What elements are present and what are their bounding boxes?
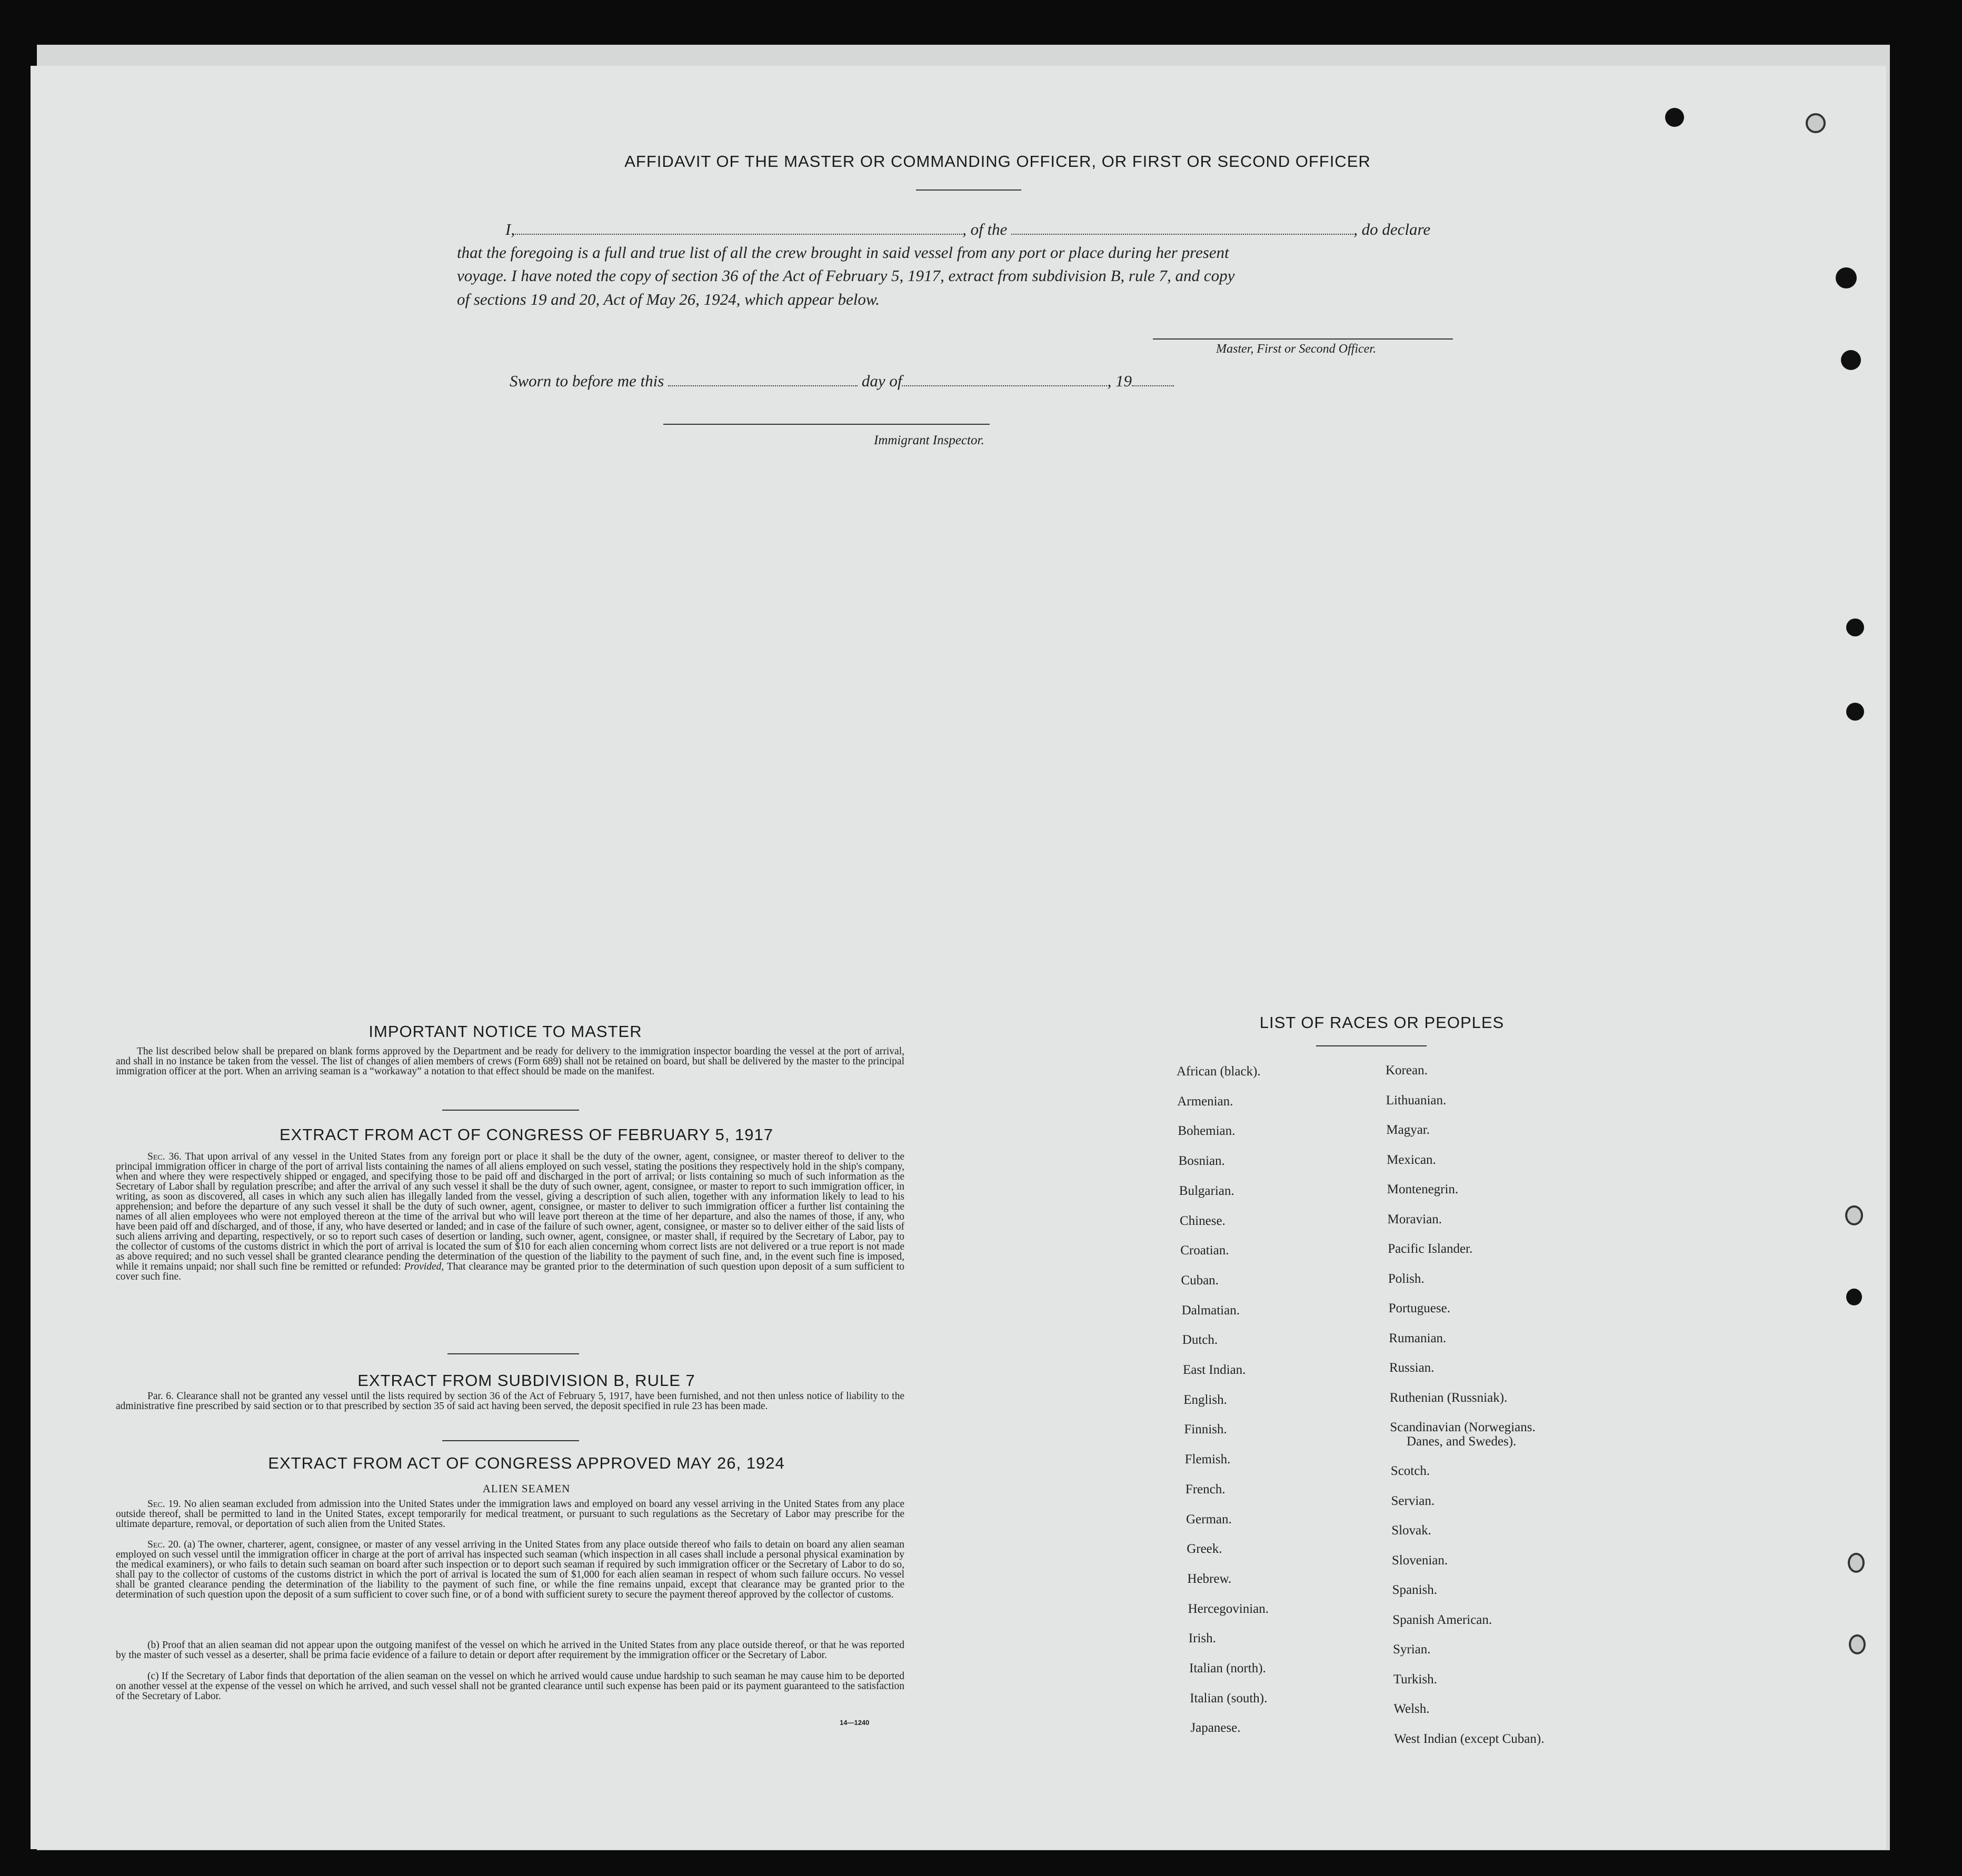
affidavit-i: I, — [505, 220, 515, 238]
notice-text: The list described below shall be prepared on blank forms approved by the Department and be ready for delivery to the immigration inspector boarding the vessel at the port of arrival, and shall in no instance be taken from the vessel. The list of changes of alien members of crews (Form 689) shall not be retained on board, but shall be delivered by the master to the principal immigration officer at the port. When an arriving seaman is a “workaway” a notation to that effect should be made on the manifest. — [116, 1046, 904, 1077]
race-item: East Indian. — [1183, 1363, 1246, 1377]
race-item: Rumanian. — [1389, 1331, 1447, 1345]
binder-hole — [1836, 267, 1857, 288]
race-item: Polish. — [1388, 1271, 1425, 1286]
binder-hole — [1841, 350, 1861, 370]
section-body: (a) The owner, charterer, agent, consignee, or master of any vessel arriving in the United States from any place outside thereof who fails to detain on board any alien seaman employed on such vessel until the immigration officer in charge at the port of arrival has inspected such seaman (which inspection in all cases shall include a personal physical examination by the medical examiners), or who fails to detain such seaman on board after such inspection or to deport such seaman if required by such immigration officer or the Secretary of Labor to do so, shall pay to the collector of customs of the customs district in which the port of arrival is located the sum of $1,000 for each alien seaman in respect of whom such failure occurs. No vessel shall be granted clearance pending the determination of the liability to the payment of such fine, or while the fine remains unpaid, except that clearance may be granted prior to the determination of such question upon the deposit of a sum sufficient to cover such fine, or of a bond with sufficient surety to secure the payment thereof approved by the collector of customs. — [116, 1539, 905, 1600]
race-item: Croatian. — [1180, 1243, 1229, 1258]
divider — [447, 1353, 579, 1354]
race-item: Ruthenian (Russniak). — [1389, 1390, 1508, 1405]
inspector-signature-line[interactable] — [663, 424, 990, 425]
master-signature-line[interactable] — [1153, 338, 1453, 340]
race-item: Mexican. — [1387, 1152, 1436, 1167]
divider — [916, 189, 1021, 191]
section-body: That upon arrival of any vessel in the United States from any foreign port or place it shall be the duty of the owner, agent, consignee, or master thereof to deliver to the principal immigration officer in charge of the port of arrival lists containing the names of all aliens employed on such vessel, stating the positions they respectively hold in the ship's company, when and where they were respectively shipped or engaged, and specifying those to be paid off and discharged in the port of arrival; or lists containing so much of such information as the Secretary of Labor shall by regulation prescribe; and after the arrival of any such vessel it shall be the duty of such owner, agent, consignee, or master to report to such immigration officer, in writing, as soon as discovered, all cases in which any such alien has illegally landed from the vessel, giving a description of such alien, together with any information likely to lead to his apprehension; and before the departure of any such vessel it shall be the duty of such owner, agent, consignee, or master to deliver to such immigration officer a further list containing the names of all alien employees who were not employed thereon at the time of the arrival but who will leave port thereon at the time of her departure, and also the names of those, if any, who have been paid off and discharged, and of those, if any, who have deserted or landed; and in case of the failure of such owner, agent, consignee, or master so to deliver either of the said lists of such aliens arriving and departing, respectively, or so to report such cases of desertion or landing, such owner, agent, consignee, or master shall, if required by the Secretary of Labor, pay to the collector of customs of the customs district in which the port of arrival is located the sum of $10 for each alien concerning whom correct lists are not delivered or a true report is not made as above required; and no such vessel shall be granted clearance pending the determination of the question of the liability to the payment of such fine, and, in the event such fine is imposed, while it remains unpaid; nor shall such fine be remitted or refunded: — [116, 1151, 904, 1272]
race-item: Bohemian. — [1178, 1124, 1236, 1139]
binder-hole — [1665, 108, 1684, 127]
divider — [442, 1440, 579, 1441]
binder-hole — [1846, 703, 1864, 721]
sworn-line — [510, 368, 1299, 394]
race-item: Dalmatian. — [1181, 1303, 1240, 1318]
race-item: Cuban. — [1181, 1273, 1219, 1288]
race-item: Scandinavian (Norwegians. — [1390, 1420, 1536, 1434]
act-1917-text — [116, 1152, 904, 1282]
section-label: Sec. 36. — [147, 1151, 182, 1162]
act-1924-title: EXTRACT FROM ACT OF CONGRESS APPROVED MAY 26, 1924 — [268, 1454, 785, 1472]
binder-hole — [1806, 113, 1826, 133]
day-of-text: day of — [861, 372, 902, 390]
form-number: 14—1240 — [840, 1719, 870, 1727]
race-item: Slovak. — [1391, 1523, 1431, 1538]
month-blank[interactable] — [902, 385, 1107, 386]
affidavit-line-2: that the foregoing is a full and true list of all the crew brought in said vessel from any port or place during her present — [457, 243, 1229, 262]
race-item: Spanish. — [1392, 1583, 1438, 1597]
affidavit-line-3: voyage. I have noted the copy of section 36 of the Act of February 5, 1917, extract from subdivision B, rule 7, and copy — [457, 266, 1235, 285]
race-item: Scotch. — [1390, 1464, 1430, 1478]
race-item: Irish. — [1188, 1631, 1216, 1646]
race-item: Flemish. — [1184, 1452, 1231, 1467]
act-1924-sec-20c: (c) If the Secretary of Labor finds that deportation of the alien seaman on the vessel on which he arrived would cause undue hardship to such seaman he may cause him to be deported on another vessel at the expense of the vessel on which he arrived, and such vessel shall not be granted clearance until such expense has been paid or its payment guaranteed to the satisfaction of the Secretary of Labor. — [116, 1671, 904, 1702]
race-item: Italian (north). — [1189, 1661, 1266, 1675]
divider — [442, 1110, 579, 1111]
race-item: English. — [1183, 1392, 1227, 1407]
race-item: West Indian (except Cuban). — [1394, 1731, 1545, 1746]
race-item: Moravian. — [1387, 1212, 1442, 1226]
binder-hole — [1848, 1553, 1865, 1573]
affidavit-do-declare: , do declare — [1353, 220, 1431, 238]
vessel-blank[interactable] — [1011, 234, 1353, 235]
race-item: Dutch. — [1182, 1333, 1218, 1348]
race-item: Magyar. — [1386, 1123, 1430, 1137]
race-item: Hercegovinian. — [1188, 1601, 1269, 1616]
subdivision-title: EXTRACT FROM SUBDIVISION B, RULE 7 — [357, 1371, 695, 1390]
race-item: Turkish. — [1393, 1672, 1437, 1687]
section-body: No alien seaman excluded from admission into the United States under the immigration laws and employed on board any vessel arriving in the United States from any place outside thereof, shall be permitted to land in the United States, except temporarily for medical treatment, or pursuant to such regulations as the Secretary of Labor may prescribe for the ultimate departure, removal, or deportation of such alien from the United States. — [116, 1499, 905, 1530]
affidavit-declaration-line — [505, 217, 1485, 242]
section-label: Sec. 20. — [147, 1539, 181, 1550]
race-item: Servian. — [1391, 1493, 1435, 1508]
binder-hole — [1846, 618, 1864, 636]
section-label: Sec. 19. — [147, 1499, 181, 1510]
binder-hole — [1846, 1289, 1862, 1305]
race-item: Spanish American. — [1392, 1612, 1492, 1627]
race-item: Slovenian. — [1391, 1553, 1448, 1568]
year-text: , 19 — [1107, 372, 1132, 390]
race-item: Korean. — [1386, 1063, 1428, 1077]
race-item: Portuguese. — [1388, 1301, 1450, 1315]
race-item: Greek. — [1187, 1542, 1222, 1556]
race-item: French. — [1185, 1482, 1226, 1496]
act-1924-sec-19 — [116, 1499, 904, 1529]
provided-word: Provided, — [404, 1261, 444, 1272]
race-item: Hebrew. — [1187, 1571, 1232, 1586]
race-item: Syrian. — [1393, 1642, 1431, 1657]
race-item: Finnish. — [1184, 1422, 1227, 1437]
year-blank[interactable] — [1132, 385, 1174, 386]
subdivision-text: Par. 6. Clearance shall not be granted any vessel until the lists required by section 36 of the Act of February 5, 1917, have been furnished, and not then unless notice of liability to the administrative fine prescribed by said section or to that prescribed by section 35 of said act having been served, the deposit specified in rule 23 has been made. — [116, 1391, 904, 1412]
affidavit-line-4: of sections 19 and 20, Act of May 26, 1924, which appear below. — [457, 290, 880, 308]
race-item: Bosnian. — [1178, 1154, 1225, 1169]
race-item: Japanese. — [1190, 1721, 1241, 1735]
race-item: Montenegrin. — [1387, 1182, 1459, 1196]
day-blank[interactable] — [668, 385, 858, 386]
notice-title: IMPORTANT NOTICE TO MASTER — [369, 1022, 642, 1041]
divider — [1316, 1045, 1427, 1046]
inspector-caption: Immigrant Inspector. — [874, 433, 984, 447]
act-1924-sec-20a — [116, 1540, 904, 1600]
act-1917-title: EXTRACT FROM ACT OF CONGRESS OF FEBRUARY 5, 1917 — [279, 1125, 774, 1144]
race-item: Danes, and Swedes). — [1407, 1434, 1517, 1449]
race-item: Pacific Islander. — [1388, 1242, 1473, 1256]
races-title: LIST OF RACES OR PEOPLES — [1259, 1013, 1505, 1032]
affidavit-of-the: , of the — [962, 220, 1008, 238]
alien-seamen-subtitle: ALIEN SEAMEN — [482, 1482, 571, 1495]
race-item: Bulgarian. — [1179, 1183, 1234, 1198]
race-item: German. — [1186, 1512, 1232, 1526]
race-item: Armenian. — [1177, 1094, 1233, 1109]
act-1924-sec-20b: (b) Proof that an alien seaman did not appear upon the outgoing manifest of the vessel on which he arrived in the United States from any place outside thereof, or that he was reported by the master of such vessel as a deserter, shall be prima facie evidence of a failure to detain or deport after requirement by the immigration officer or the Secretary of Labor. — [116, 1640, 904, 1661]
sworn-text: Sworn to before me this — [510, 372, 664, 390]
affidavit-title: AFFIDAVIT OF THE MASTER OR COMMANDING OFFICER, OR FIRST OR SECOND OFFICER — [624, 152, 1371, 171]
binder-hole — [1849, 1634, 1866, 1654]
section-body-end: That clearance may be granted prior to the determination of such question upon deposit of a sum sufficient to cover such fine. — [116, 1261, 904, 1282]
race-item: African (black). — [1177, 1064, 1261, 1079]
race-item: Lithuanian. — [1386, 1093, 1447, 1107]
race-item: Italian (south). — [1190, 1691, 1268, 1705]
name-blank[interactable] — [515, 234, 962, 235]
master-signature-caption: Master, First or Second Officer. — [1216, 342, 1376, 356]
binder-hole — [1845, 1205, 1863, 1225]
race-item: Russian. — [1389, 1361, 1435, 1375]
race-item: Welsh. — [1393, 1702, 1430, 1716]
race-item: Chinese. — [1180, 1213, 1226, 1228]
